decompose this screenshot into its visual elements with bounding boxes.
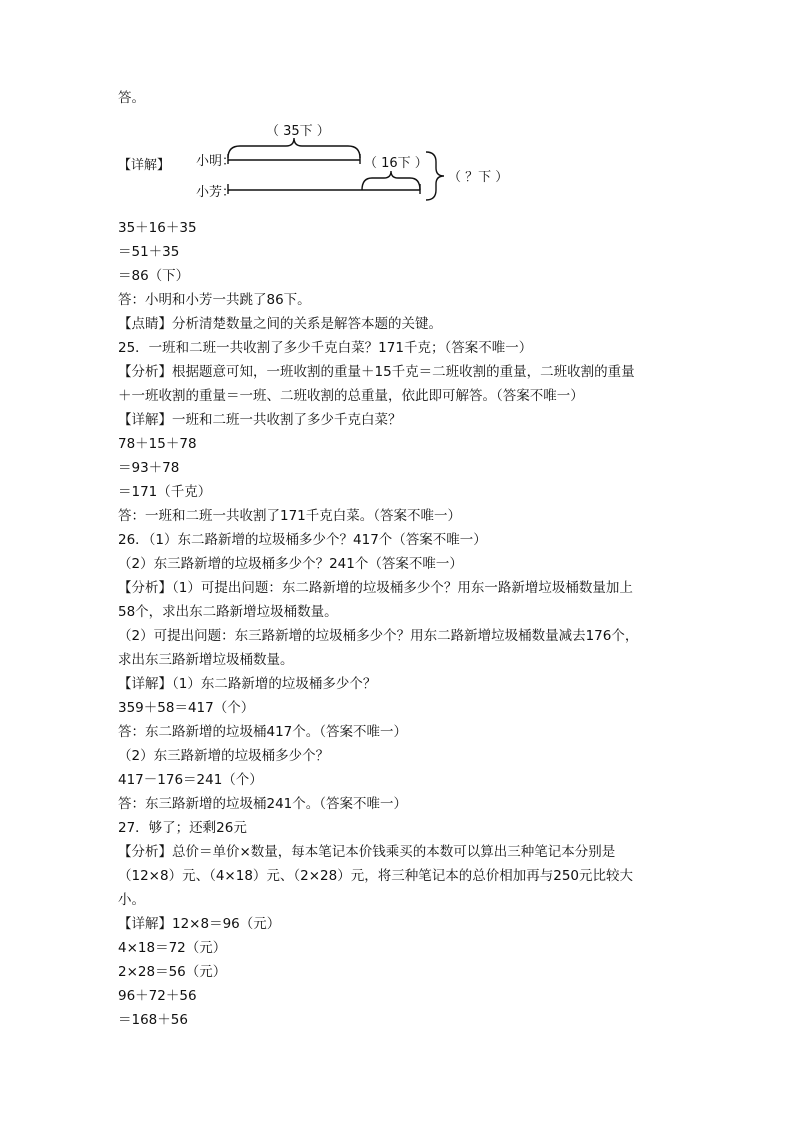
- text-line: 417－176＝241（个）: [118, 772, 263, 788]
- total-brace: [426, 152, 444, 200]
- extra-brace: [362, 171, 420, 190]
- xiaoming-label: 小明：: [196, 154, 236, 169]
- text-line: ＝171（千克）: [118, 484, 212, 500]
- text-line: 答：一班和二班一共收割了171千克白菜。（答案不唯一）: [118, 508, 462, 524]
- text-line: 78＋15＋78: [118, 436, 197, 452]
- text-line: 小。: [118, 892, 145, 908]
- text-line: 4×18＝72（元）: [118, 940, 227, 956]
- text-line: 2×28＝56（元）: [118, 964, 227, 980]
- text-line: 【详解】（1）东二路新增的垃圾桶多少个？: [118, 676, 377, 692]
- text-line: 35＋16＋35: [118, 220, 197, 236]
- text-line: 答：东三路新增的垃圾桶241个。（答案不唯一）: [118, 796, 408, 812]
- top-brace-label: （ 35下 ）: [266, 124, 330, 139]
- text-line: 【点睛】分析清楚数量之间的关系是解答本题的关键。: [118, 316, 442, 332]
- top-brace: [228, 138, 360, 158]
- text-line: 359＋58＝417（个）: [118, 700, 255, 716]
- text-line: 25．一班和二班一共收割了多少千克白菜？171千克；（答案不唯一）: [118, 340, 533, 356]
- text-line: 答：东二路新增的垃圾桶417个。（答案不唯一）: [118, 724, 408, 740]
- text-line: ＝93＋78: [118, 460, 180, 476]
- text-line: 答：小明和小芳一共跳了86下。: [118, 292, 311, 308]
- text-line: ＝51＋35: [118, 244, 180, 260]
- text-line: ＋一班收割的重量＝一班、二班收割的总重量，依此即可解答。（答案不唯一）: [118, 388, 584, 404]
- extra-brace-label: （ 16下 ）: [364, 156, 428, 171]
- text-line: 【分析】根据题意可知，一班收割的重量＋15千克＝二班收割的重量，二班收割的重量: [118, 364, 635, 380]
- text-line: 【分析】（1）可提出问题：东二路新增的垃圾桶多少个？用东一路新增垃圾桶数量加上: [118, 580, 633, 596]
- text-line: （2）东三路新增的垃圾桶多少个？241个（答案不唯一）: [118, 556, 463, 572]
- text-line: 27．够了；还剩26元: [118, 820, 247, 836]
- text-line: （2）可提出问题：东三路新增的垃圾桶多少个？用东二路新增垃圾桶数量减去176个，: [118, 628, 639, 644]
- xiaofang-label: 小芳：: [196, 185, 236, 200]
- text-line: 求出东三路新增垃圾桶数量。: [118, 652, 294, 668]
- total-brace-label: （ ？下 ）: [448, 170, 509, 185]
- text-line: ＝168＋56: [118, 1012, 188, 1028]
- text-line: 【详解】一班和二班一共收割了多少千克白菜？: [118, 412, 402, 428]
- text-line: 96＋72＋56: [118, 988, 197, 1004]
- text-line: （12×8）元、（4×18）元、（2×28）元，将三种笔记本的总价相加再与250元比较大: [118, 868, 634, 884]
- text-line: ＝86（下）: [118, 268, 190, 284]
- line-segment-diagram: [118, 118, 538, 208]
- text-line: 【分析】总价＝单价×数量，每本笔记本价钱乘买的本数可以算出三种笔记本分别是: [118, 844, 616, 860]
- text-line: 答。: [118, 90, 145, 106]
- text-line: （2）东三路新增的垃圾桶多少个？: [118, 748, 330, 764]
- text-line: 26．（1）东二路新增的垃圾桶多少个？417个（答案不唯一）: [118, 532, 487, 548]
- detail-label: 【详解】: [118, 158, 171, 173]
- text-line: 58个，求出东二路新增垃圾桶数量。: [118, 604, 338, 620]
- text-line: 【详解】12×8＝96（元）: [118, 916, 281, 932]
